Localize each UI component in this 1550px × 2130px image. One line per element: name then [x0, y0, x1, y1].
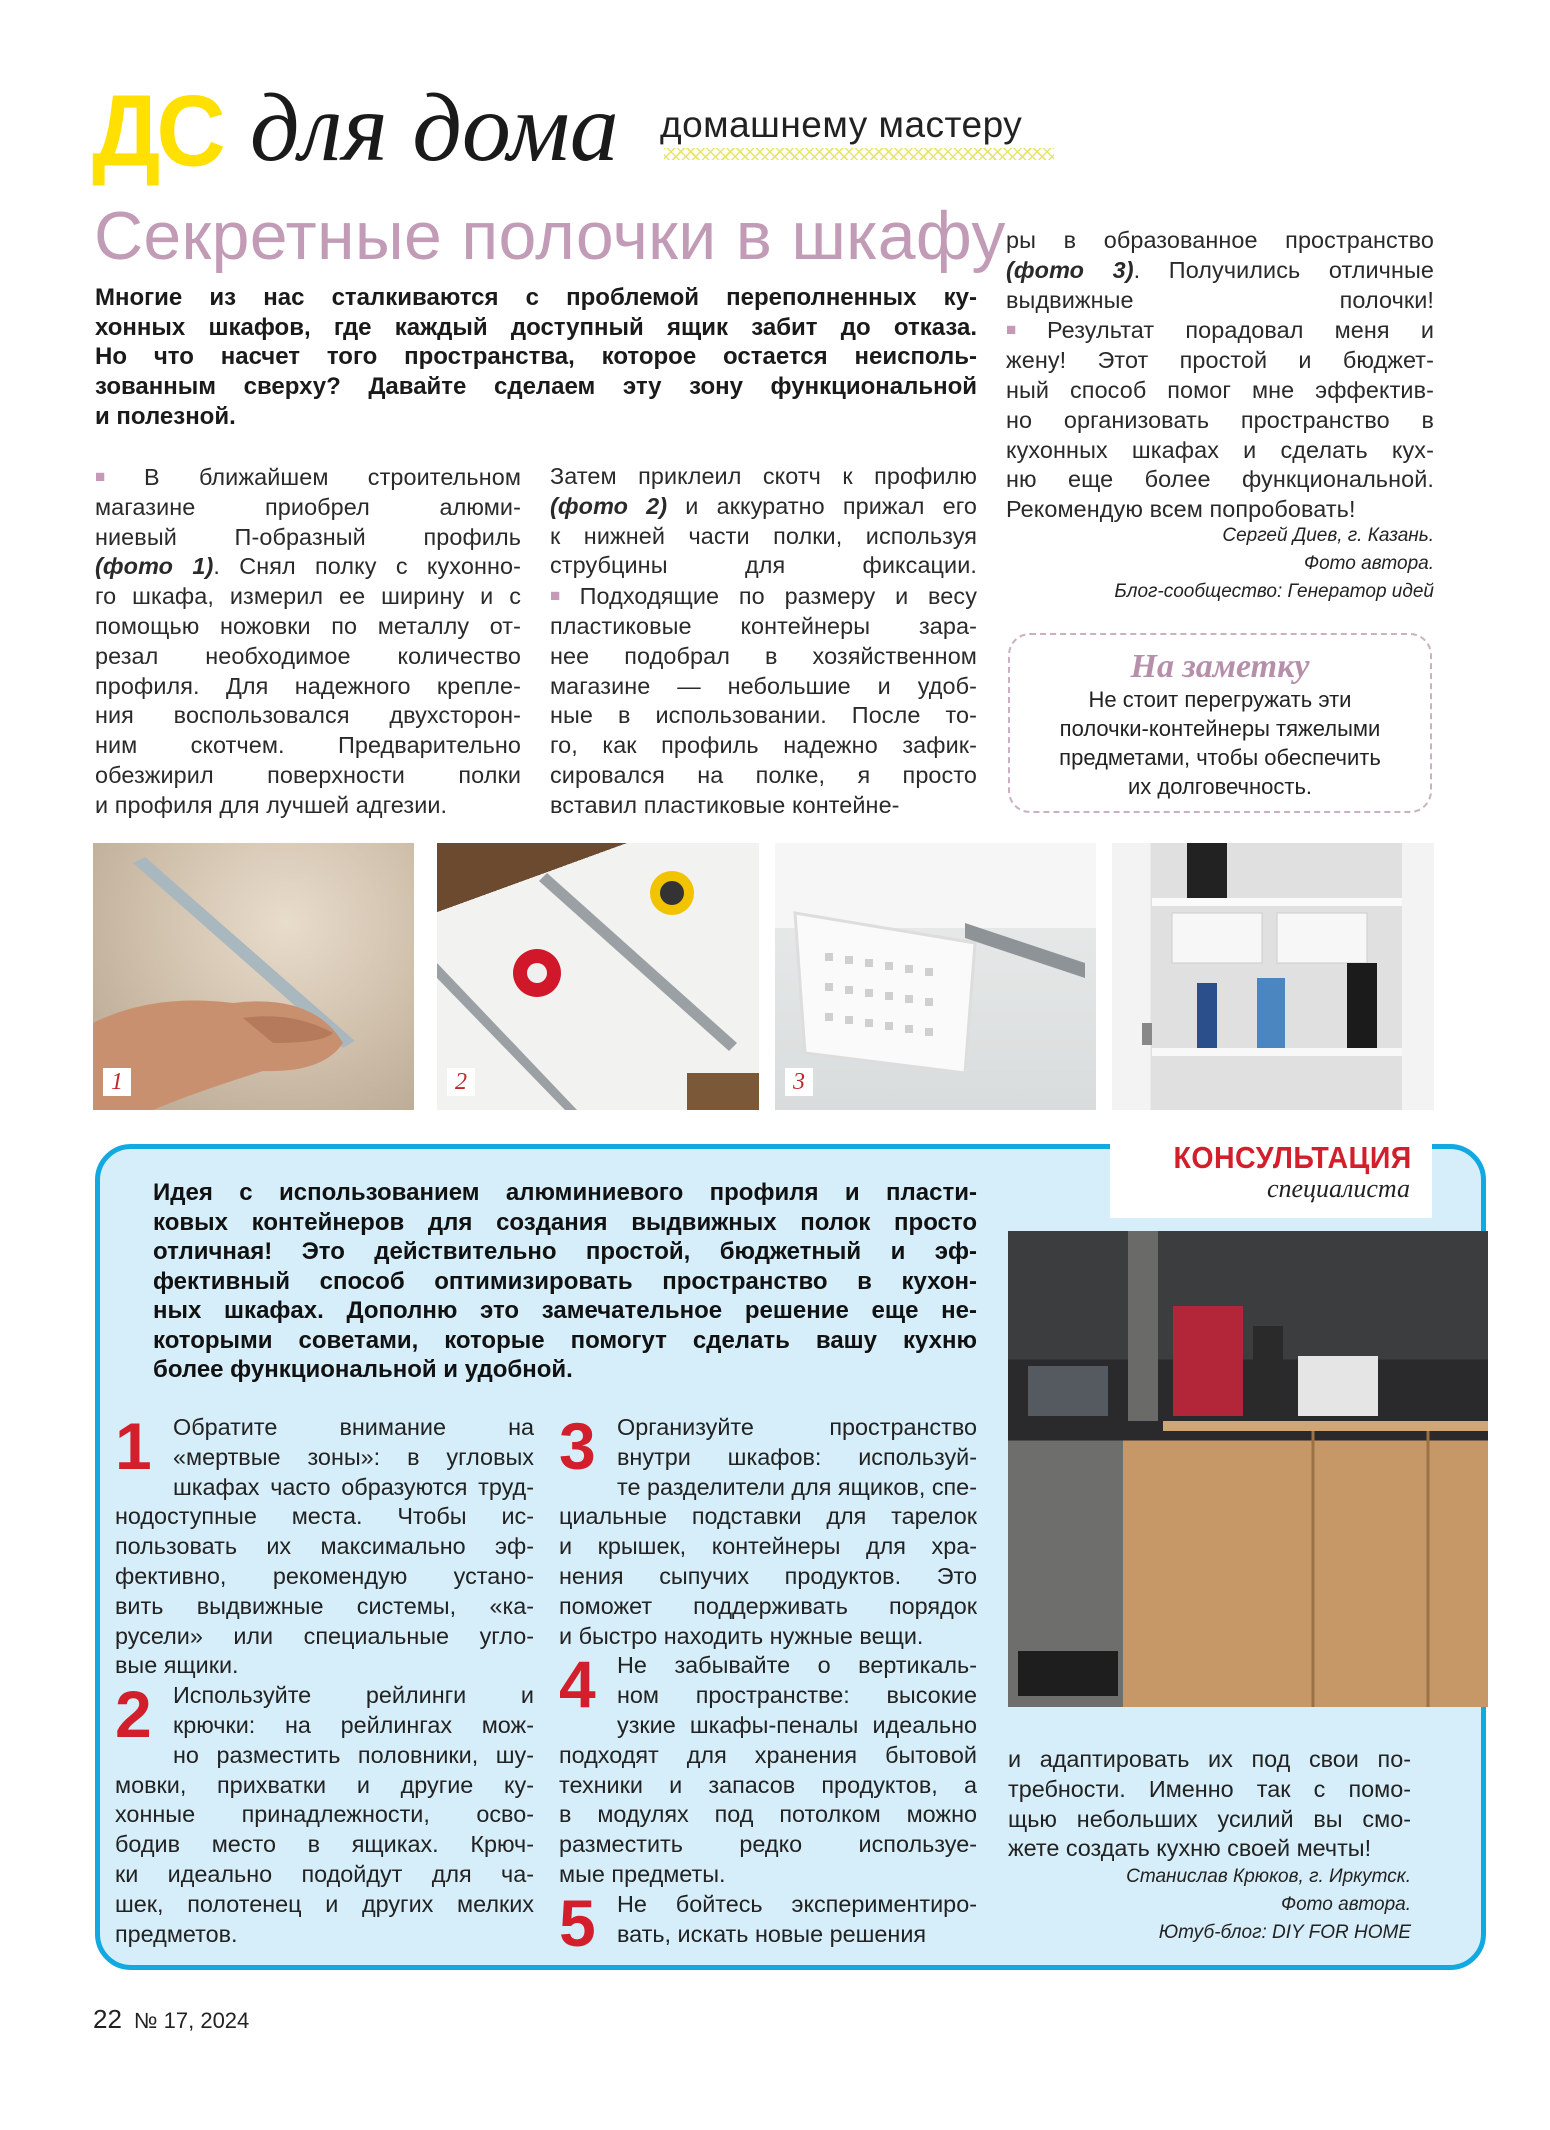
kitchen-illustration: [1008, 1231, 1488, 1707]
text-line: и полезной.: [95, 402, 236, 430]
text-line: вить выдвижные системы, «ка-: [115, 1592, 534, 1619]
photo-2-profile-on-shelf: [437, 843, 759, 1110]
photo-1-illustration: [93, 843, 414, 1110]
note-line: предметами, чтобы обеспечить: [1059, 745, 1381, 770]
logo-section-title: для дома: [250, 74, 619, 182]
text-line: щью небольших усилий вы смо-: [1008, 1805, 1411, 1832]
text-line: струбцины для фиксации.: [550, 552, 977, 579]
text-line: Обратите внимание на: [173, 1414, 534, 1440]
text-line: подходят для хранения бытовой: [559, 1741, 977, 1768]
consultation-title: КОНСУЛЬТАЦИЯ: [1173, 1140, 1412, 1175]
text-segment: Результат порадовал меня и: [1046, 317, 1434, 344]
text-line: в модулях под потолком можно: [559, 1801, 977, 1828]
text-line: жете создать кухню своей мечты!: [1008, 1835, 1372, 1862]
text-line: ния воспользовался двухсторон-: [95, 702, 521, 729]
text-line: ню еще более функциональной.: [1006, 466, 1434, 493]
text-line: циальные подставки для тарелок: [559, 1503, 977, 1530]
photo-1-aluminium-profile: [93, 843, 414, 1110]
text-line: Многие из нас сталкиваются с проблемой переполненных ку-: [95, 284, 977, 311]
expert-signature: [1008, 1863, 1411, 1947]
tip-number: 5: [559, 1885, 596, 1960]
consultation-intro: [153, 1178, 977, 1385]
photo-2-illustration: [437, 843, 759, 1110]
text-line: Организуйте пространство: [617, 1414, 977, 1440]
text-line: узкие шкафы-пеналы идеально: [617, 1711, 977, 1738]
text-line: вые ящики.: [115, 1652, 239, 1679]
text-line: ры в образованное пространство: [1006, 227, 1434, 253]
note-text: [1010, 685, 1430, 801]
photo-3-illustration: [775, 843, 1096, 1110]
text-line: поможет поддерживать порядок: [559, 1592, 977, 1619]
note-line: их долговечность.: [1127, 774, 1313, 799]
text-line: ки идеально подойдут для ча-: [115, 1860, 534, 1887]
page-number: 22: [93, 2004, 122, 2034]
text-line: вать, искать новые решения: [617, 1920, 927, 1947]
photo-credit: Фото автора.: [1281, 1894, 1411, 1915]
tips-column-1: [115, 1409, 534, 1949]
text-line: бодив место в ящиках. Крюч-: [115, 1831, 534, 1858]
text-segment: и аккуратно прижал его: [667, 492, 977, 519]
text-line: выдвижные полочки!: [1006, 286, 1434, 313]
text-line: помощью ножовки по металлу от-: [95, 612, 521, 639]
photo-4-illustration: [1112, 843, 1434, 1110]
zigzag-divider: [664, 148, 1054, 160]
author-signature: [1006, 522, 1434, 606]
text-line: и крышек, контейнеры для хра-: [559, 1533, 977, 1560]
text-line: Рекомендую всем попробовать!: [1006, 496, 1356, 523]
text-line: жену! Этот простой и бюджет-: [1006, 347, 1434, 374]
photo-label: 1: [103, 1068, 131, 1096]
logo-ds: ДС: [92, 75, 222, 188]
text-line: сировался на полке, я просто: [550, 761, 977, 788]
text-line: отличная! Это действительно простой, бюджетный и эф-: [153, 1238, 977, 1265]
text-line: требности. Именно так с помо-: [1008, 1775, 1411, 1802]
text-line: нее подобрал в хозяйственном: [550, 642, 977, 669]
consultation-subtitle: специалиста: [1266, 1174, 1410, 1203]
tips-column-2: [559, 1409, 977, 1960]
text-line: разместить редко используе-: [559, 1831, 977, 1858]
text-line: го шкафа, измерил ее ширину и с: [95, 583, 521, 610]
text-line: Не бойтесь экспериментиро-: [617, 1890, 977, 1917]
text-line: Но что насчет того пространства, которое остается неисполь-: [95, 343, 977, 371]
consultation-label: [1110, 1132, 1432, 1218]
text-line: «мертвые зоны»: в угловых: [173, 1443, 534, 1470]
text-line: пользовать их максимально эф-: [115, 1533, 534, 1560]
text-line: [95, 462, 521, 493]
bullet-icon: ■: [550, 586, 574, 606]
note-line: Не стоит перегружать эти: [1088, 687, 1352, 712]
text-line: которыми советами, которые помогут сделать вашу кухню: [153, 1326, 977, 1354]
text-line: ный способ помог мне эффектив-: [1006, 376, 1434, 403]
author-name: Сергей Диев, г. Казань.: [1222, 525, 1434, 546]
article-column-3: [1006, 226, 1434, 525]
text-line: вставил пластиковые контейне-: [550, 791, 900, 818]
rubric-label: домашнему мастеру: [660, 104, 1023, 145]
text-line: более функциональной и удобной.: [153, 1356, 573, 1383]
consultation-column-3: [1008, 1745, 1411, 1864]
text-line: Не забывайте о вертикаль-: [617, 1652, 977, 1679]
text-line: и быстро находить нужные вещи.: [559, 1622, 924, 1649]
text-segment: В ближайшем строительном: [144, 464, 521, 490]
text-line: и адаптировать их под свои по-: [1008, 1746, 1411, 1772]
text-segment: . Получились отличные: [1133, 256, 1434, 283]
text-line: [95, 552, 521, 582]
text-line: ковых контейнеров для создания выдвижных полок просто: [153, 1208, 977, 1236]
text-line: внутри шкафов: используй-: [617, 1443, 977, 1470]
article-column-1: [95, 462, 521, 821]
blog-credit: Блог-сообщество: Генератор идей: [1114, 581, 1434, 602]
photo-reference: (фото 1): [95, 553, 214, 580]
tip-item: [559, 1409, 977, 1651]
tip-number: 4: [559, 1647, 596, 1722]
bullet-icon: ■: [95, 467, 139, 486]
page-footer: [93, 2004, 249, 2035]
text-line: ных шкафах. Дополню это замечательное решение еще не-: [153, 1297, 977, 1324]
photo-3-basket-shelf: [775, 843, 1096, 1110]
tip-item: [559, 1885, 977, 1960]
text-line: к нижней части полки, используя: [550, 522, 977, 549]
text-line: го, как профиль надежно зафик-: [550, 732, 977, 759]
text-line: [550, 492, 977, 522]
text-line: фективный способ оптимизировать пространство в кухон-: [153, 1267, 977, 1295]
text-line: мовки, прихватки и другие ку-: [115, 1771, 534, 1798]
text-line: профиля. Для надежного крепле-: [95, 672, 521, 699]
tip-item: [559, 1647, 977, 1889]
text-segment: . Снял полку с кухонно-: [213, 553, 521, 580]
tip-item: [115, 1409, 534, 1681]
text-line: ниевый П-образный профиль: [95, 523, 521, 550]
photo-reference: (фото 2): [550, 492, 668, 519]
text-line: нодоступные места. Чтобы ис-: [115, 1503, 534, 1530]
text-line: магазине — небольшие и удоб-: [550, 672, 977, 699]
issue-number: № 17, 2024: [133, 2008, 250, 2033]
text-line: русели» или специальные угло-: [115, 1622, 534, 1649]
text-line: [1006, 315, 1434, 346]
text-line: Затем приклеил скотч к профилю: [550, 463, 977, 489]
text-line: [1006, 256, 1434, 286]
text-line: резал необходимое количество: [95, 642, 521, 669]
text-line: шкафах часто образуются труд-: [173, 1473, 534, 1500]
text-line: хонные принадлежности, осво-: [115, 1801, 534, 1828]
youtube-credit: Ютуб-блог: DIY FOR HOME: [1158, 1922, 1411, 1943]
text-line: мые предметы.: [559, 1860, 726, 1887]
article-title: Секретные полочки в шкафу: [94, 198, 1006, 274]
note-title: На заметку: [1130, 648, 1310, 685]
text-line: Используйте рейлинги и: [173, 1682, 534, 1709]
text-line: [550, 581, 977, 612]
text-line: но разместить половники, шу-: [173, 1741, 534, 1768]
expert-name: Станислав Крюков, г. Иркутск.: [1126, 1866, 1411, 1887]
text-line: магазине приобрел алюми-: [95, 493, 521, 520]
text-segment: Подходящие по размеру и весу: [579, 583, 978, 610]
tip-number: 2: [115, 1677, 152, 1752]
text-line: шек, полотенец и других мелких: [115, 1890, 534, 1917]
note-line: полочки-контейнеры тяжелыми: [1059, 716, 1381, 741]
photo-reference: (фото 3): [1006, 256, 1134, 283]
tip-number: 3: [559, 1409, 596, 1483]
text-line: пластиковые контейнеры зара-: [550, 612, 977, 639]
text-line: но организовать пространство в: [1006, 406, 1434, 433]
text-line: хонных шкафов, где каждый доступный ящик забит до отказа.: [95, 313, 977, 341]
article-column-2: [550, 462, 977, 821]
bullet-icon: ■: [1006, 320, 1041, 340]
text-line: ном пространстве: высокие: [617, 1682, 977, 1709]
text-line: обезжирил поверхности полки: [95, 761, 521, 788]
article-intro: [95, 283, 977, 432]
text-line: ные в использовании. После то-: [550, 702, 977, 729]
tip-number: 1: [115, 1409, 152, 1483]
photo-label: 2: [447, 1068, 475, 1096]
text-line: Идея с использованием алюминиевого профиля и пласти-: [153, 1179, 977, 1206]
text-line: предметов.: [115, 1920, 238, 1947]
text-line: техники и запасов продуктов, а: [559, 1771, 977, 1798]
text-line: ним скотчем. Предварительно: [95, 732, 521, 759]
text-line: нения сыпучих продуктов. Это: [559, 1562, 977, 1589]
photo-credit: Фото автора.: [1304, 553, 1434, 574]
tip-item: [115, 1677, 534, 1949]
text-line: кухонных шкафах и сделать кух-: [1006, 436, 1434, 463]
text-line: те разделители для ящиков, спе-: [617, 1473, 977, 1500]
note-box: [1008, 633, 1432, 813]
photo-label: 3: [785, 1068, 813, 1096]
text-line: фективно, рекомендую устано-: [115, 1562, 534, 1589]
text-line: зованным сверху? Давайте сделаем эту зону функциональной: [95, 373, 977, 401]
text-line: крючки: на рейлингах мож-: [173, 1711, 534, 1738]
text-line: и профиля для лучшей адгезии.: [95, 791, 448, 818]
photo-4-cabinet-result: [1112, 843, 1434, 1110]
consultation-photo-kitchen: [1008, 1231, 1488, 1707]
